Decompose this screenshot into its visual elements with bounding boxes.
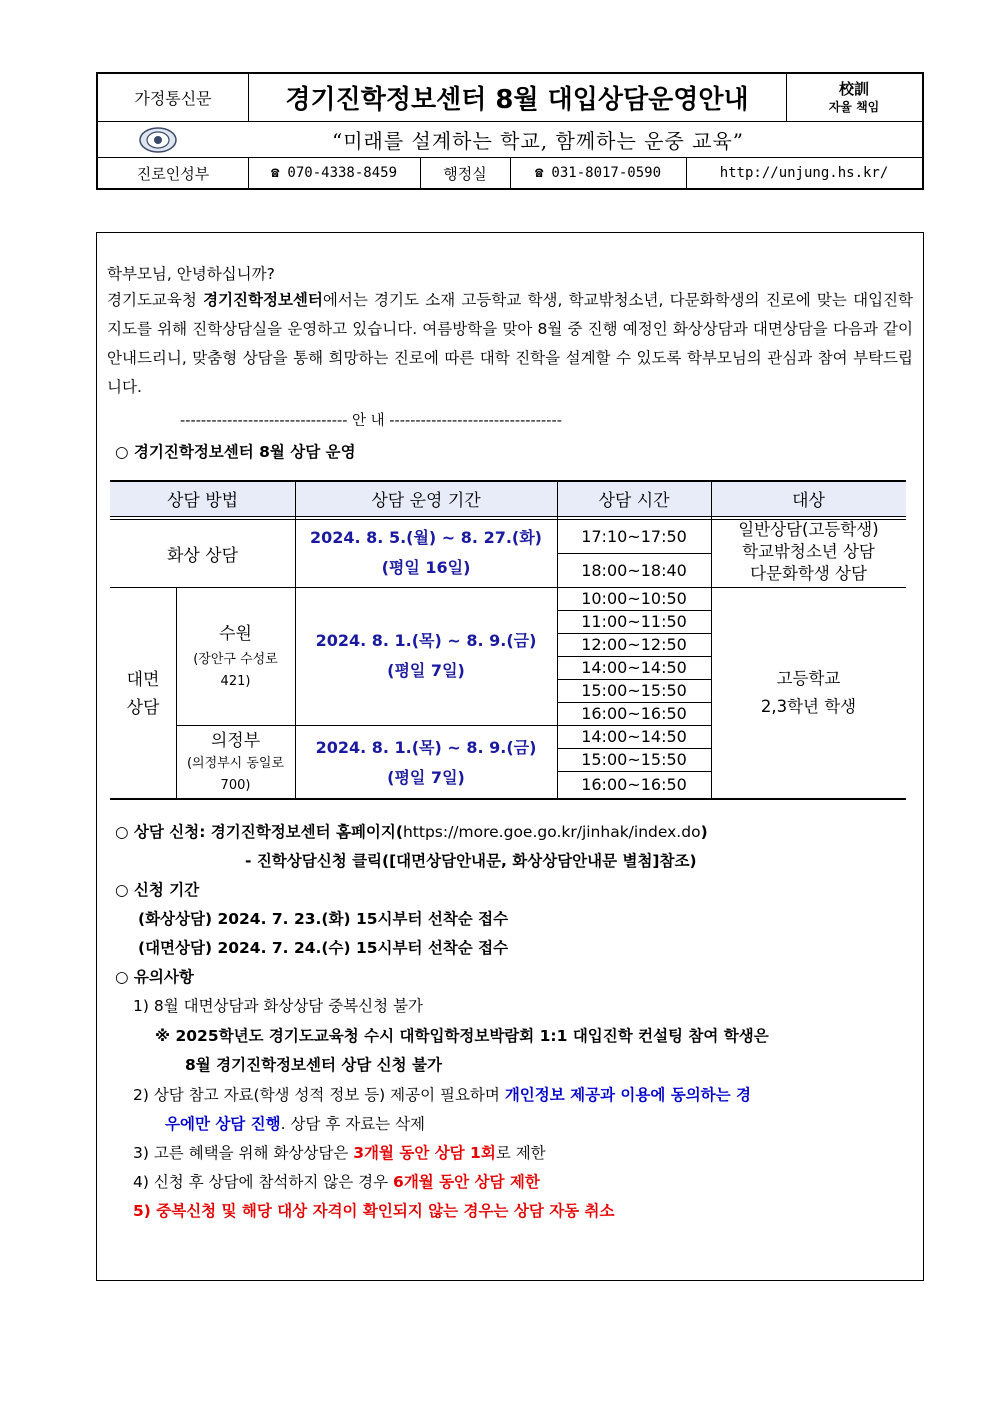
office-phone: ☎ 031-8017-0590 — [534, 165, 661, 181]
apply-instruction: - 진학상담신청 클릭([대면상담안내문, 화상상담안내문 별첨]참조) — [245, 852, 697, 870]
period-title: ○ 신청 기간 — [115, 881, 200, 899]
header-title-row — [98, 74, 922, 122]
intro-paragraph: 경기도교육청 경기진학정보센터에서는 경기도 소재 고등학교 학생, 학교밖청소년, 다문화학생의 진로에 맞는 대입진학지도를 위해 진학상담실을 운영하고 있습니다. 여름방학을 맞아 8월 중 진행 예정인 화상상담과 대면상담을 다음과 같이 안내드리니, 맞춤형 상담을 통해 희망하는 진로에 따른 대학 진학을 설계할 수 있도록 학부모님의 관심과 참여 부탁드립니다. — [107, 291, 913, 396]
phone-icon: ☎ — [270, 165, 280, 181]
page-title: 경기진학정보센터 8월 대입상담운영안내 — [285, 85, 749, 115]
phone-icon: ☎ — [534, 165, 544, 181]
note-2-cont: 우에만 상담 진행. 상담 후 자료는 삭제 — [165, 1115, 426, 1133]
apply-line: ○ 상담 신청: 경기진학정보센터 홈페이지(https://more.goe.go.kr/jinhak/index.do) — [115, 823, 708, 841]
header-contact-row — [98, 158, 922, 188]
inperson-target: 고등학교 2,3학년 학생 — [760, 668, 857, 716]
suwon-time-3: 12:00~12:50 — [581, 635, 687, 654]
video-time-1: 17:10~17:50 — [581, 526, 687, 546]
apply-url-link[interactable]: https://more.goe.go.kr/jinhak/index.do — [402, 823, 701, 841]
col-header-time: 상담 시간 — [598, 490, 670, 511]
newsletter-header — [96, 72, 924, 190]
video-target: 일반상담(고등학생) 학교밖청소년 상담 다문화학생 상담 — [738, 520, 879, 583]
note-5: 5) 중복신청 및 해당 대상 자격이 확인되지 않는 경우는 상담 자동 취소 — [133, 1202, 615, 1220]
col-header-method: 상담 방법 — [166, 490, 239, 511]
uijeongbu-location: 의정부 (의정부시 동일로 700) — [186, 730, 285, 793]
school-website-link[interactable]: http://unjung.hs.kr/ — [719, 165, 889, 181]
greeting: 학부모님, 안녕하십니까? — [107, 265, 275, 283]
newsletter-label: 가정통신문 — [134, 89, 212, 108]
dept-phone: ☎ 070-4338-8459 — [270, 165, 397, 181]
center-name: 경기진학정보센터 — [203, 291, 323, 309]
note-1-remark-cont: 8월 경기진학정보센터 상담 신청 불가 — [185, 1056, 442, 1074]
suwon-time-6: 16:00~16:50 — [581, 704, 687, 723]
suwon-time-1: 10:00~10:50 — [581, 589, 687, 608]
video-time-2: 18:00~18:40 — [581, 560, 687, 580]
uijeongbu-time-2: 15:00~15:50 — [581, 750, 687, 769]
suwon-time-5: 15:00~15:50 — [581, 681, 687, 700]
notes-title: ○ 유의사항 — [115, 968, 194, 986]
school-emblem-icon — [138, 122, 178, 157]
suwon-location: 수원 (장안구 수성로 421) — [193, 624, 278, 689]
schedule-table — [110, 480, 906, 800]
office-name: 행정실 — [443, 164, 487, 183]
school-motto — [786, 74, 922, 121]
period-video: (화상상담) 2024. 7. 23.(화) 15시부터 선착순 접수 — [138, 910, 509, 928]
section-operation-title: ○ 경기진학정보센터 8월 상담 운영 — [115, 443, 356, 461]
video-method: 화상 상담 — [166, 545, 239, 566]
period-inperson: (대면상담) 2024. 7. 24.(수) 15시부터 선착순 접수 — [138, 939, 509, 957]
dept-name: 진로인성부 — [136, 164, 210, 183]
note-4: 4) 신청 후 상담에 참석하지 않은 경우 6개월 동안 상담 제한 — [133, 1173, 540, 1191]
note-1: 1) 8월 대면상담과 화상상담 중복신청 불가 — [133, 997, 423, 1015]
suwon-time-2: 11:00~11:50 — [581, 612, 687, 631]
motto-text: 자율 책임 — [828, 99, 880, 114]
school-slogan: “미래를 설계하는 학교, 함께하는 운중 교육” — [331, 129, 745, 153]
video-period: 2024. 8. 5.(월) ~ 8. 27.(화) (평일 16일) — [309, 528, 542, 577]
motto-title: 校訓 — [838, 79, 869, 98]
inperson-method: 대면 상담 — [126, 669, 160, 718]
uijeongbu-period: 2024. 8. 1.(목) ~ 8. 9.(금) (평일 7일) — [315, 737, 537, 787]
col-header-target: 대상 — [792, 490, 825, 511]
note-3: 3) 고른 혜택을 위해 화상상담은 3개월 동안 상담 1회로 제한 — [133, 1144, 546, 1162]
col-header-period: 상담 운영 기간 — [371, 490, 481, 511]
suwon-time-4: 14:00~14:50 — [581, 658, 687, 677]
uijeongbu-time-3: 16:00~16:50 — [581, 775, 687, 794]
notice-divider: -------------------------------- 안 내 --------------------------------- — [180, 413, 562, 429]
suwon-period: 2024. 8. 1.(목) ~ 8. 9.(금) (평일 7일) — [315, 631, 537, 680]
header-slogan-row — [98, 122, 922, 158]
note-2: 2) 상담 참고 자료(학생 성적 정보 등) 제공이 필요하며 개인정보 제공과 이용에 동의하는 경 — [133, 1086, 751, 1104]
uijeongbu-time-1: 14:00~14:50 — [581, 727, 687, 746]
note-1-remark: ※ 2025학년도 경기도교육청 수시 대학입학정보박람회 1:1 대입진학 컨설팅 참여 학생은 — [155, 1027, 769, 1045]
